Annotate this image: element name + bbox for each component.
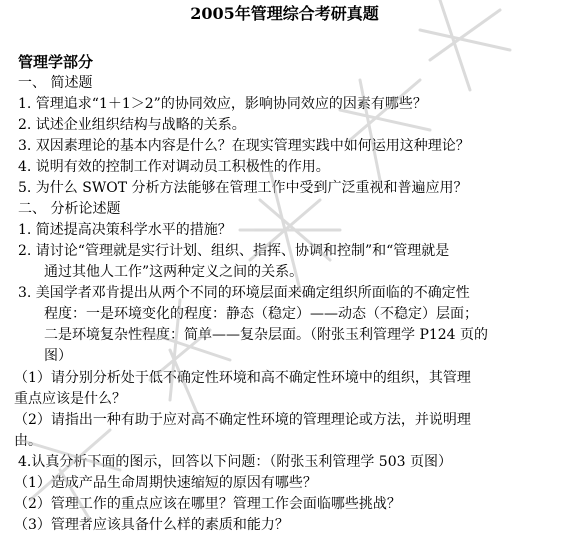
sub-question-continued: 由。 [14, 433, 42, 449]
question-item: 2. 试述企业组织结构与战略的关系。 [18, 117, 246, 133]
page-title: 2005年管理综合考研真题 [190, 4, 379, 23]
question-item: 1. 简述提高决策科学水平的措施？ [18, 222, 232, 238]
question-item-continued: 程度：一是环境变化的程度：静态（稳定）——动态（不稳定）层面； [44, 306, 478, 322]
question-item: 5. 为什么 SWOT 分析方法能够在管理工作中受到广泛重视和普遍应用？ [18, 180, 468, 196]
question-item: 4. 说明有效的控制工作对调动员工积极性的作用。 [18, 159, 330, 175]
sub-question: （1）请分别分析处于低不确定性环境和高不确定性环境中的组织，其管理 [14, 370, 471, 386]
sub-question: （3）管理者应该具备什么样的素质和能力？ [14, 517, 289, 533]
question-item: 1. 管理追求“1＋1＞2”的协同效应，影响协同效应的因素有哪些？ [18, 96, 427, 112]
question-item-continued: 图） [44, 348, 72, 364]
sub-question: （2）请指出一种有助于应对高不确定性环境的管理理论或方法，并说明理 [14, 412, 471, 428]
sub-question-continued: 重点应该是什么？ [14, 391, 126, 407]
question-item: 4.认真分析下面的图示，回答以下问题：（附张玉利管理学 503 页图） [18, 454, 452, 470]
sub-question: （2）管理工作的重点应该在哪里？管理工作会面临哪些挑战？ [14, 496, 401, 512]
heading-analysis: 二、 分析论述题 [18, 201, 121, 217]
question-item-continued: 通过其他人工作”这两种定义之间的关系。 [44, 264, 304, 280]
question-item: 3. 美国学者邓肯提出从两个不同的环境层面来确定组织所面临的不确定性 [18, 285, 470, 301]
heading-short-answer: 一、 简述题 [18, 75, 93, 91]
sub-question: （1）造成产品生命周期快速缩短的原因有哪些？ [14, 475, 317, 491]
question-item-continued: 二是环境复杂性程度：简单——复杂层面。（附张玉利管理学 P124 页的 [44, 327, 489, 343]
section-heading: 管理学部分 [18, 53, 94, 71]
question-item: 3. 双因素理论的基本内容是什么？在现实管理实践中如何运用这种理论？ [18, 138, 470, 154]
question-item: 2. 请讨论“管理就是实行计划、组织、指挥、协调和控制”和“管理就是 [18, 243, 450, 259]
